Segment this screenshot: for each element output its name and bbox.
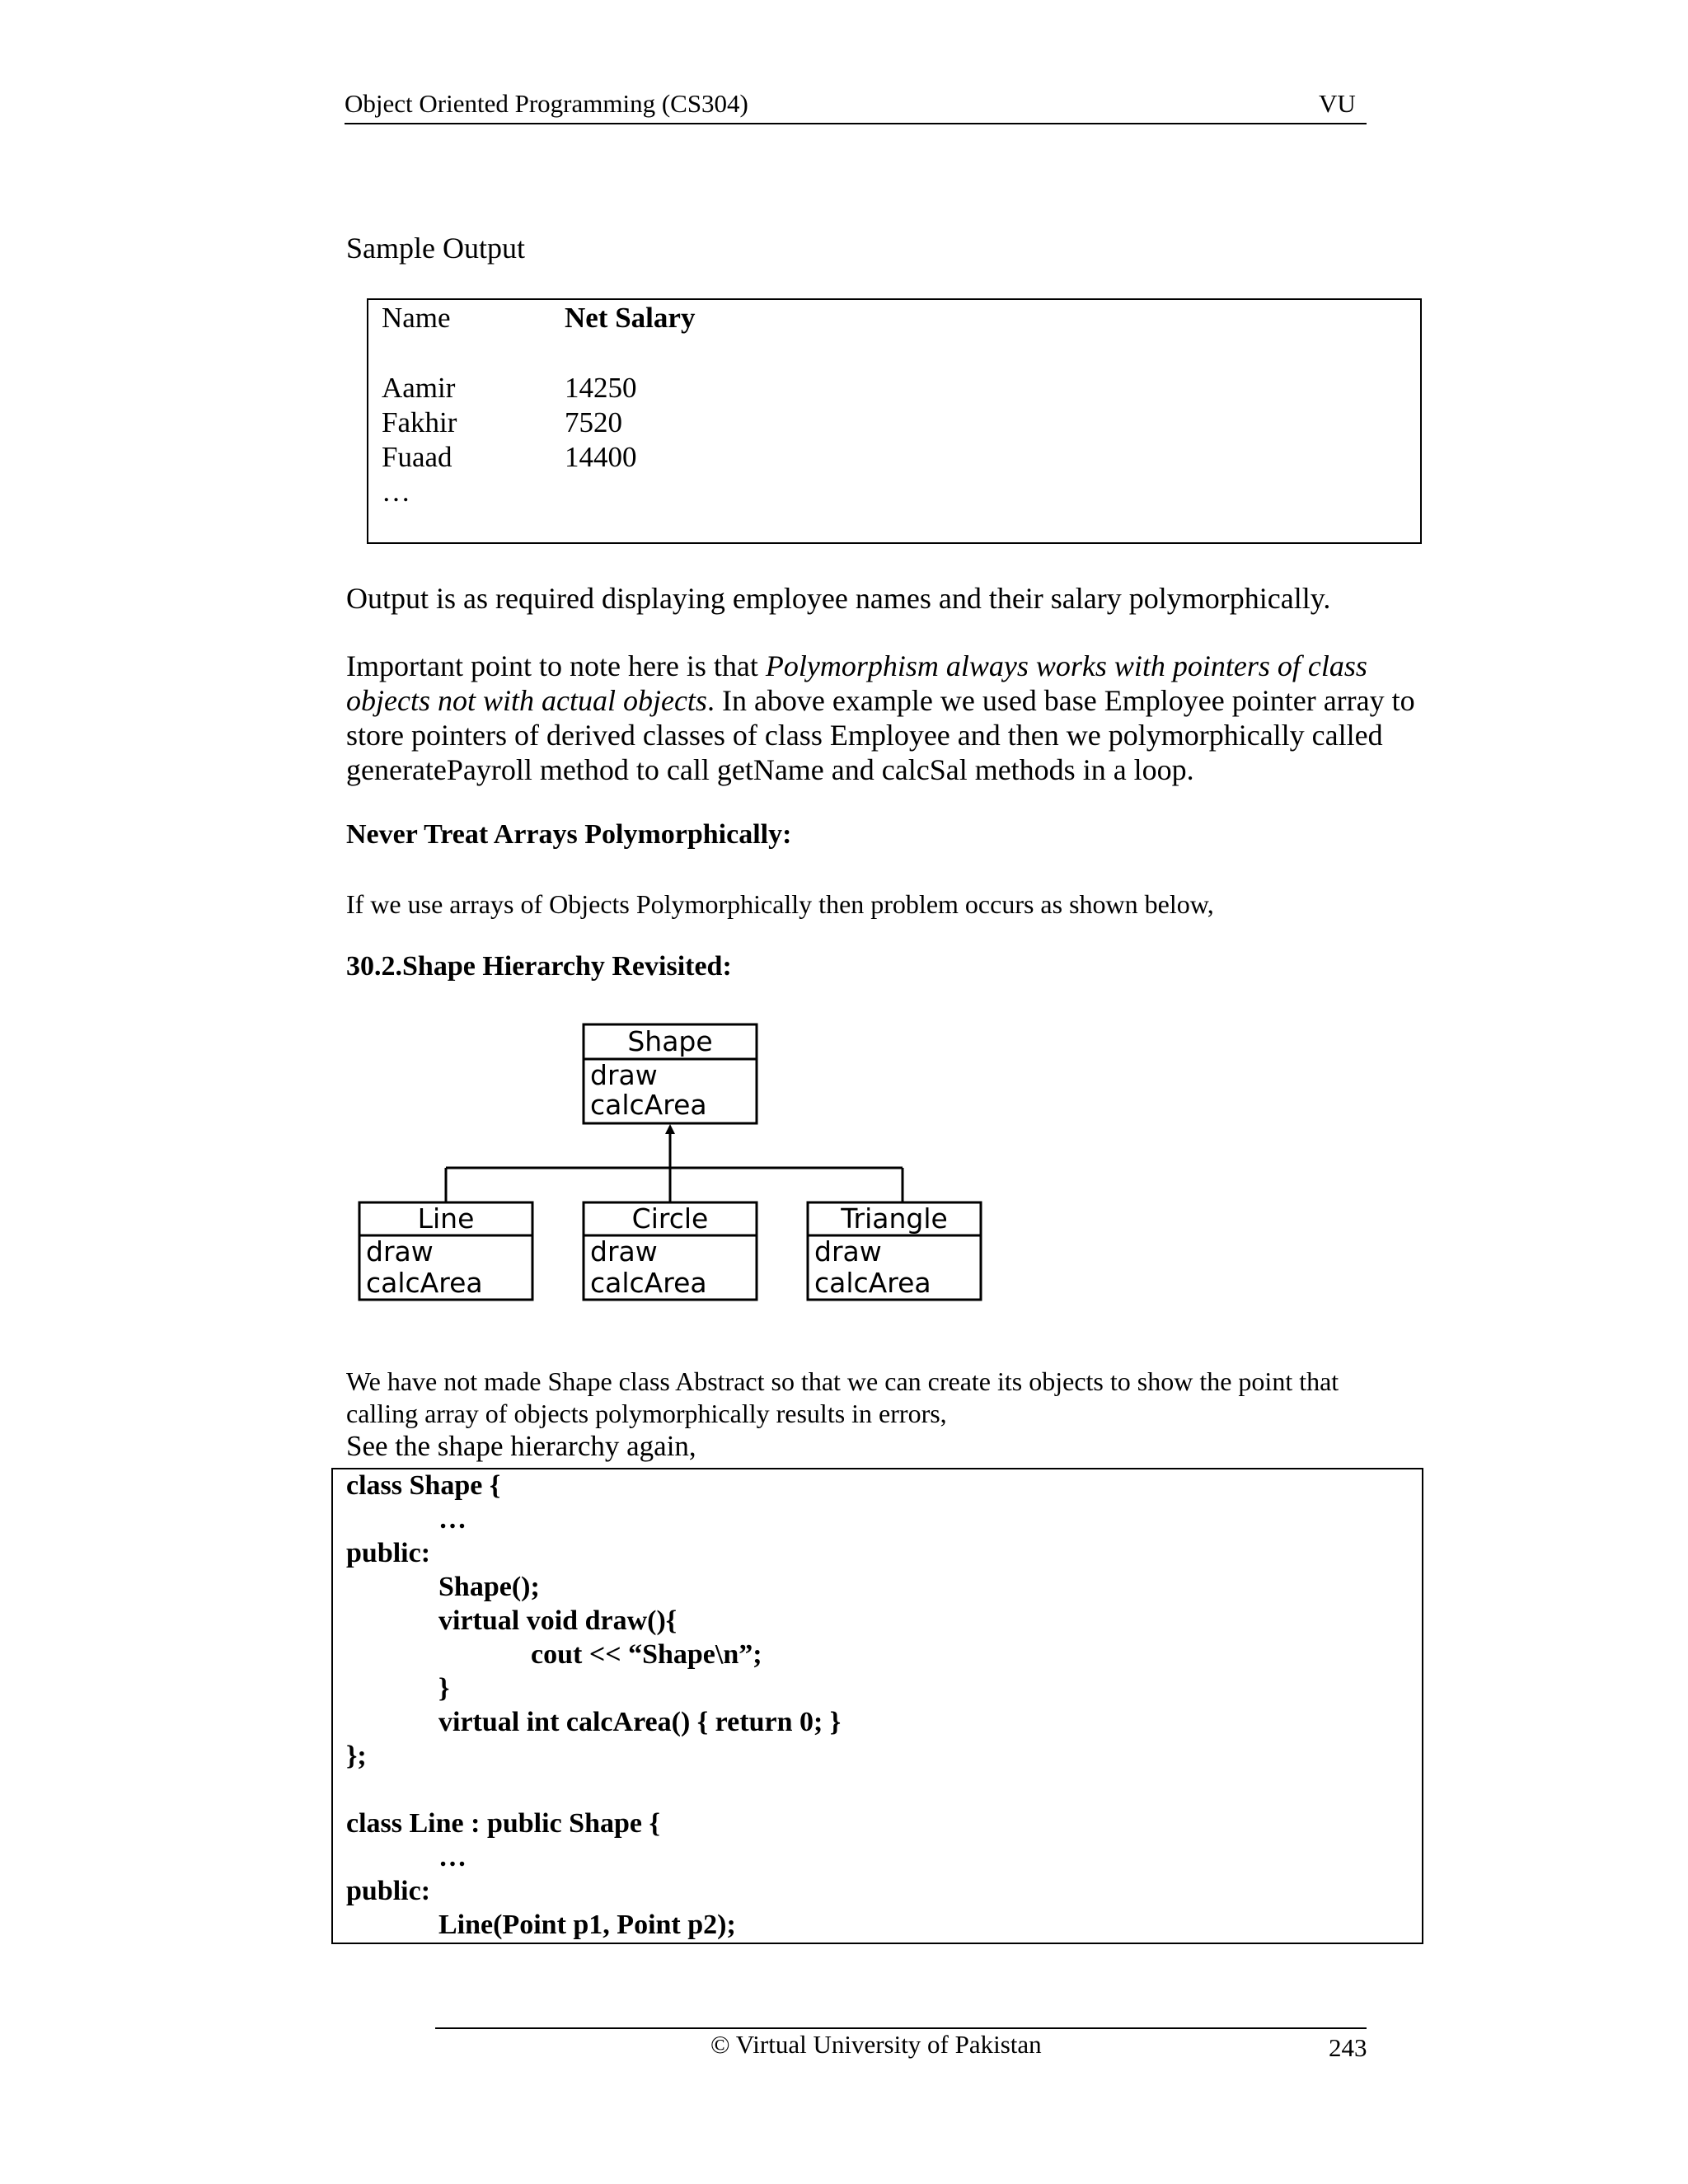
footer-rule <box>435 2027 1367 2029</box>
footer-page-number: 243 <box>1329 2033 1367 2062</box>
output-col-salary: Net Salary <box>565 302 696 334</box>
shape-method: calcArea <box>590 1089 707 1121</box>
code-line: Line(Point p1, Point p2); <box>438 1910 736 1940</box>
paragraph-important-lead: Important point to note here is that <box>346 649 766 682</box>
paragraph-abstract-line1: We have not made Shape class Abstract so that we can create its objects to show the point that <box>346 1366 1339 1396</box>
header-org: VU <box>1319 89 1356 118</box>
output-row-salary: 7520 <box>565 406 622 438</box>
code-line: }; <box>346 1741 367 1771</box>
code-line: } <box>438 1673 450 1704</box>
output-row-name: Aamir <box>382 372 456 404</box>
paragraph-important-italic: Polymorphism always works with pointers of class objects not with actual objects <box>346 649 1367 717</box>
output-row-salary: 14250 <box>565 372 637 404</box>
output-row-name: Fakhir <box>382 406 457 438</box>
paragraph-important-rest: . In above example we used base Employee pointer array to store pointers of derived classes of class Employee and then we polymorphically called generatePayroll method to call getName and calcSal methods in a loop. <box>346 684 1415 786</box>
code-line: … <box>438 1842 467 1872</box>
code-line: public: <box>346 1538 431 1568</box>
shape-class-name: Shape <box>627 1025 713 1057</box>
output-ellipsis: … <box>382 476 410 508</box>
header-course: Object Oriented Programming (CS304) <box>345 89 748 118</box>
output-row-name: Fuaad <box>382 441 452 473</box>
circle-class-name: Circle <box>631 1202 709 1235</box>
line-method: calcArea <box>366 1267 483 1299</box>
triangle-method: draw <box>814 1235 882 1268</box>
code-line: class Line : public Shape { <box>346 1808 660 1839</box>
triangle-method: calcArea <box>814 1267 931 1299</box>
sample-output-heading: Sample Output <box>346 232 525 265</box>
code-line: … <box>438 1504 467 1535</box>
footer-copyright: © Virtual University of Pakistan <box>710 2030 1042 2059</box>
paragraph-abstract-line2: calling array of objects polymorphically results in errors, <box>346 1399 947 1428</box>
output-col-name: Name <box>382 302 451 334</box>
circle-method: draw <box>590 1235 658 1268</box>
code-line: Shape(); <box>438 1572 540 1602</box>
output-row-salary: 14400 <box>565 441 637 473</box>
code-line: public: <box>346 1876 431 1906</box>
line-method: draw <box>366 1235 434 1268</box>
inheritance-arrowhead <box>665 1124 675 1134</box>
paragraph-see-again: See the shape hierarchy again, <box>346 1430 696 1462</box>
line-class-name: Line <box>417 1202 475 1235</box>
code-line: virtual int calcArea() { return 0; } <box>438 1707 842 1737</box>
heading-shape-hierarchy: 30.2.Shape Hierarchy Revisited: <box>346 951 732 982</box>
circle-method: calcArea <box>590 1267 707 1299</box>
paragraph-output: Output is as required displaying employee names and their salary polymorphically. <box>346 582 1331 615</box>
code-line: class Shape { <box>346 1470 501 1501</box>
code-line: virtual void draw(){ <box>438 1605 678 1636</box>
triangle-class-name: Triangle <box>841 1202 948 1235</box>
paragraph-arrays: If we use arrays of Objects Polymorphically then problem occurs as shown below, <box>346 889 1214 919</box>
shape-method: draw <box>590 1059 658 1091</box>
heading-never-treat: Never Treat Arrays Polymorphically: <box>346 819 792 850</box>
code-line: cout << “Shape\n”; <box>531 1639 762 1670</box>
